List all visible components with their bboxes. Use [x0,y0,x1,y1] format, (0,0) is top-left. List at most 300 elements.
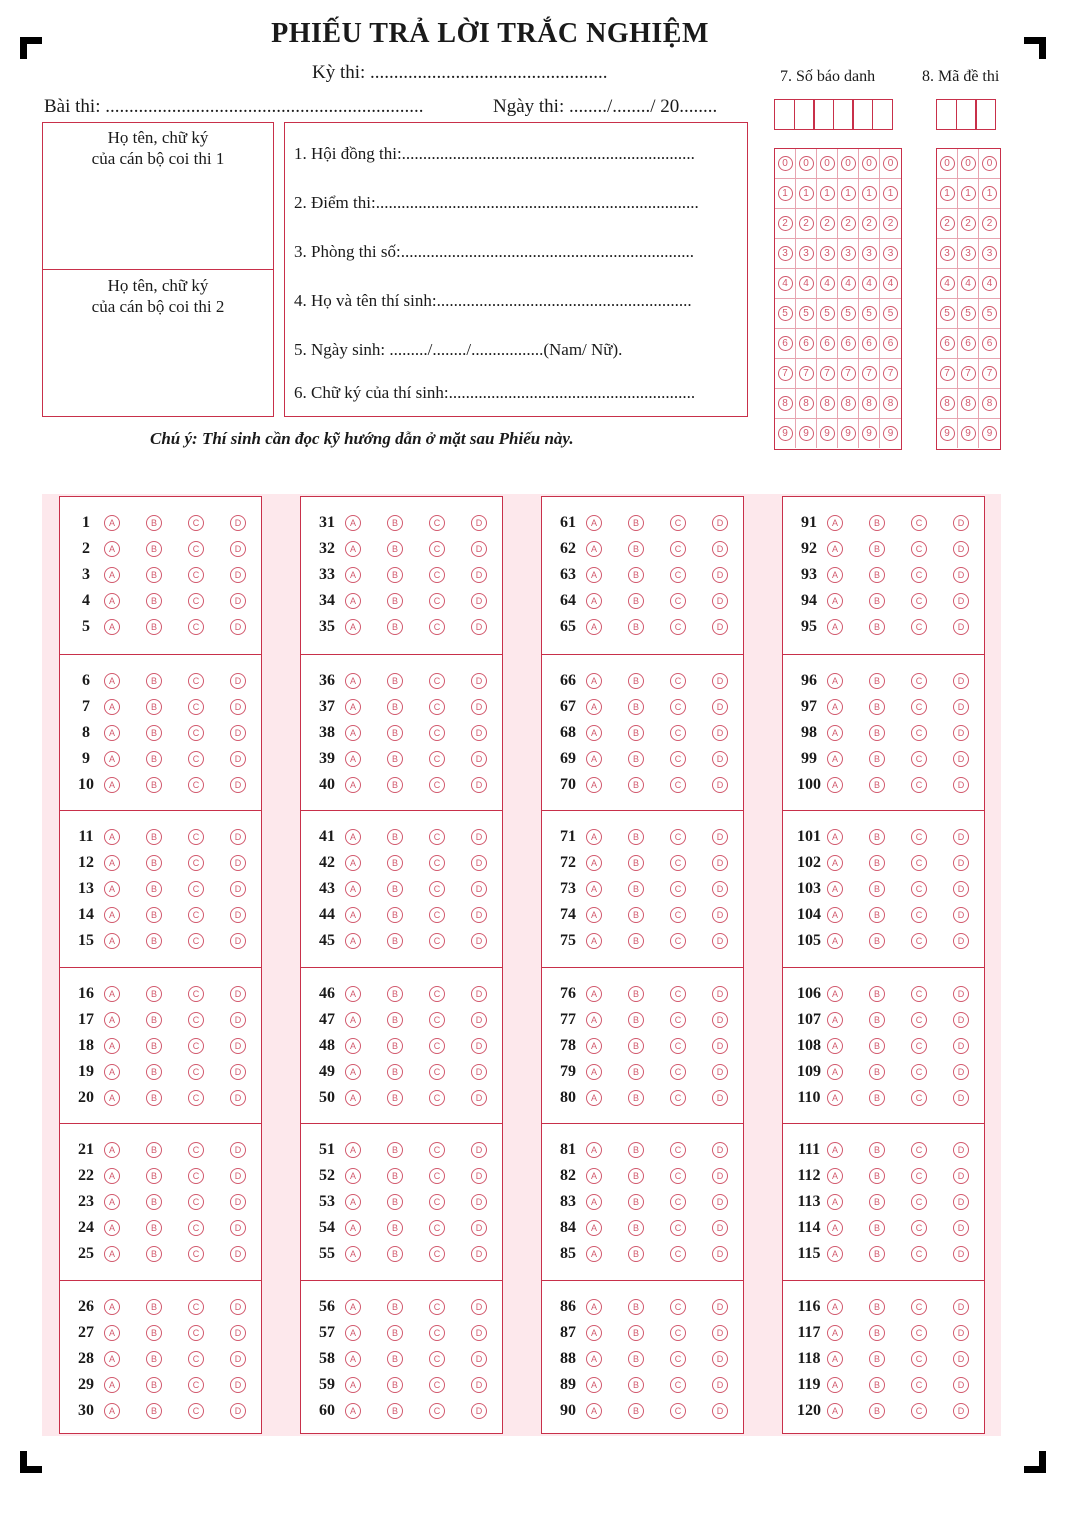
option-a-bubble[interactable]: A [586,699,602,715]
option-d-bubble[interactable]: D [712,881,728,897]
option-a-bubble[interactable]: A [827,855,843,871]
option-b-bubble[interactable]: B [387,1403,403,1419]
option-a-bubble[interactable]: A [586,751,602,767]
option-d-bubble[interactable]: D [712,777,728,793]
option-d-bubble[interactable]: D [712,1168,728,1184]
option-b-bubble[interactable]: B [869,1299,885,1315]
option-a-bubble[interactable]: A [586,1246,602,1262]
option-a-bubble[interactable]: A [827,1351,843,1367]
exam-code-digit-bubble[interactable]: 2 [982,216,997,231]
candidate-number-digit-bubble[interactable]: 2 [883,216,898,231]
option-b-bubble[interactable]: B [628,1168,644,1184]
option-b-bubble[interactable]: B [146,1325,162,1341]
option-a-bubble[interactable]: A [827,907,843,923]
exam-code-digit-bubble[interactable]: 5 [982,306,997,321]
exam-council-field[interactable]: 1. Hội đồng thi:..................................................................... [294,144,695,163]
option-d-bubble[interactable]: D [953,1220,969,1236]
option-a-bubble[interactable]: A [104,1299,120,1315]
option-d-bubble[interactable]: D [230,1403,246,1419]
option-b-bubble[interactable]: B [628,593,644,609]
exam-code-digit-bubble[interactable]: 1 [982,186,997,201]
option-b-bubble[interactable]: B [869,1194,885,1210]
exam-code-digit-bubble[interactable]: 4 [940,276,955,291]
candidate-number-digit-bubble[interactable]: 6 [883,336,898,351]
option-d-bubble[interactable]: D [953,1194,969,1210]
option-b-bubble[interactable]: B [628,986,644,1002]
exam-site-field[interactable]: 2. Điểm thi:............................................................................ [294,193,699,212]
option-c-bubble[interactable]: C [188,1325,204,1341]
option-d-bubble[interactable]: D [953,619,969,635]
option-b-bubble[interactable]: B [387,1168,403,1184]
option-c-bubble[interactable]: C [911,1377,927,1393]
option-d-bubble[interactable]: D [230,1220,246,1236]
option-d-bubble[interactable]: D [712,829,728,845]
candidate-number-digit-bubble[interactable]: 5 [841,306,856,321]
exam-code-digit-bubble[interactable]: 6 [940,336,955,351]
option-d-bubble[interactable]: D [953,777,969,793]
option-b-bubble[interactable]: B [387,1246,403,1262]
exam-code-digit-bubble[interactable]: 6 [961,336,976,351]
option-c-bubble[interactable]: C [188,567,204,583]
option-a-bubble[interactable]: A [104,1142,120,1158]
option-c-bubble[interactable]: C [911,1220,927,1236]
option-d-bubble[interactable]: D [712,1064,728,1080]
exam-code-entry-cell[interactable] [975,99,996,130]
option-b-bubble[interactable]: B [146,1142,162,1158]
option-c-bubble[interactable]: C [188,1038,204,1054]
option-b-bubble[interactable]: B [628,1220,644,1236]
option-a-bubble[interactable]: A [586,1142,602,1158]
option-a-bubble[interactable]: A [104,619,120,635]
option-d-bubble[interactable]: D [712,1220,728,1236]
candidate-number-digit-bubble[interactable]: 5 [778,306,793,321]
candidate-number-digit-bubble[interactable]: 0 [820,156,835,171]
option-c-bubble[interactable]: C [429,515,445,531]
candidate-number-digit-bubble[interactable]: 2 [778,216,793,231]
option-c-bubble[interactable]: C [670,1220,686,1236]
option-d-bubble[interactable]: D [230,751,246,767]
candidate-number-digit-bubble[interactable]: 4 [820,276,835,291]
option-c-bubble[interactable]: C [670,541,686,557]
option-c-bubble[interactable]: C [188,1299,204,1315]
option-b-bubble[interactable]: B [869,1246,885,1262]
option-c-bubble[interactable]: C [911,1168,927,1184]
option-a-bubble[interactable]: A [827,1012,843,1028]
option-c-bubble[interactable]: C [188,881,204,897]
option-a-bubble[interactable]: A [586,1064,602,1080]
option-a-bubble[interactable]: A [586,673,602,689]
option-d-bubble[interactable]: D [471,751,487,767]
candidate-number-digit-bubble[interactable]: 7 [841,366,856,381]
option-a-bubble[interactable]: A [104,1220,120,1236]
option-c-bubble[interactable]: C [911,1194,927,1210]
option-c-bubble[interactable]: C [670,855,686,871]
option-c-bubble[interactable]: C [429,986,445,1002]
option-a-bubble[interactable]: A [104,1403,120,1419]
option-a-bubble[interactable]: A [104,1064,120,1080]
option-a-bubble[interactable]: A [104,699,120,715]
option-d-bubble[interactable]: D [712,515,728,531]
candidate-number-digit-bubble[interactable]: 3 [820,246,835,261]
candidate-number-digit-bubble[interactable]: 3 [778,246,793,261]
option-a-bubble[interactable]: A [104,855,120,871]
option-c-bubble[interactable]: C [188,751,204,767]
option-b-bubble[interactable]: B [628,1012,644,1028]
candidate-number-digit-bubble[interactable]: 0 [799,156,814,171]
option-c-bubble[interactable]: C [911,1142,927,1158]
option-b-bubble[interactable]: B [387,1299,403,1315]
option-d-bubble[interactable]: D [230,725,246,741]
option-d-bubble[interactable]: D [230,881,246,897]
option-b-bubble[interactable]: B [628,933,644,949]
option-b-bubble[interactable]: B [869,881,885,897]
option-d-bubble[interactable]: D [953,541,969,557]
option-d-bubble[interactable]: D [953,986,969,1002]
option-a-bubble[interactable]: A [104,673,120,689]
option-d-bubble[interactable]: D [230,829,246,845]
candidate-number-digit-bubble[interactable]: 1 [883,186,898,201]
option-c-bubble[interactable]: C [429,1246,445,1262]
exam-code-digit-bubble[interactable]: 9 [940,426,955,441]
option-a-bubble[interactable]: A [104,829,120,845]
option-c-bubble[interactable]: C [911,751,927,767]
candidate-number-digit-bubble[interactable]: 8 [799,396,814,411]
option-a-bubble[interactable]: A [104,777,120,793]
option-a-bubble[interactable]: A [104,881,120,897]
option-b-bubble[interactable]: B [869,1090,885,1106]
option-a-bubble[interactable]: A [104,1012,120,1028]
option-b-bubble[interactable]: B [869,515,885,531]
candidate-name-field[interactable]: 4. Họ và tên thí sinh:............................................................ [294,291,692,310]
option-b-bubble[interactable]: B [628,673,644,689]
exam-code-digit-bubble[interactable]: 3 [961,246,976,261]
candidate-number-digit-bubble[interactable]: 9 [883,426,898,441]
option-a-bubble[interactable]: A [345,1038,361,1054]
option-a-bubble[interactable]: A [345,1403,361,1419]
option-c-bubble[interactable]: C [188,933,204,949]
option-a-bubble[interactable]: A [345,1012,361,1028]
option-a-bubble[interactable]: A [586,1220,602,1236]
option-d-bubble[interactable]: D [230,1090,246,1106]
option-b-bubble[interactable]: B [869,593,885,609]
option-d-bubble[interactable]: D [712,699,728,715]
option-c-bubble[interactable]: C [670,699,686,715]
option-c-bubble[interactable]: C [670,1168,686,1184]
option-d-bubble[interactable]: D [712,986,728,1002]
option-b-bubble[interactable]: B [869,1142,885,1158]
option-b-bubble[interactable]: B [628,1142,644,1158]
option-d-bubble[interactable]: D [712,933,728,949]
option-d-bubble[interactable]: D [230,1142,246,1158]
option-a-bubble[interactable]: A [827,619,843,635]
option-d-bubble[interactable]: D [712,593,728,609]
option-d-bubble[interactable]: D [712,541,728,557]
option-a-bubble[interactable]: A [104,1168,120,1184]
option-c-bubble[interactable]: C [188,1168,204,1184]
option-c-bubble[interactable]: C [670,986,686,1002]
option-c-bubble[interactable]: C [911,593,927,609]
option-d-bubble[interactable]: D [953,1325,969,1341]
option-d-bubble[interactable]: D [230,699,246,715]
option-c-bubble[interactable]: C [670,673,686,689]
option-a-bubble[interactable]: A [345,829,361,845]
option-a-bubble[interactable]: A [586,1038,602,1054]
option-d-bubble[interactable]: D [230,1299,246,1315]
option-b-bubble[interactable]: B [387,907,403,923]
option-b-bubble[interactable]: B [146,829,162,845]
option-c-bubble[interactable]: C [429,541,445,557]
option-d-bubble[interactable]: D [471,1246,487,1262]
option-c-bubble[interactable]: C [429,725,445,741]
option-c-bubble[interactable]: C [429,1403,445,1419]
option-d-bubble[interactable]: D [712,1194,728,1210]
option-a-bubble[interactable]: A [827,829,843,845]
option-c-bubble[interactable]: C [429,1090,445,1106]
option-d-bubble[interactable]: D [230,567,246,583]
option-a-bubble[interactable]: A [104,907,120,923]
exam-code-digit-bubble[interactable]: 6 [982,336,997,351]
option-d-bubble[interactable]: D [712,1377,728,1393]
option-d-bubble[interactable]: D [712,751,728,767]
option-c-bubble[interactable]: C [429,593,445,609]
candidate-number-entry-cell[interactable] [813,99,834,130]
option-c-bubble[interactable]: C [188,986,204,1002]
candidate-number-digit-bubble[interactable]: 0 [862,156,877,171]
option-b-bubble[interactable]: B [146,881,162,897]
option-d-bubble[interactable]: D [953,1064,969,1080]
option-a-bubble[interactable]: A [345,933,361,949]
option-d-bubble[interactable]: D [471,933,487,949]
option-c-bubble[interactable]: C [670,829,686,845]
exam-room-field[interactable]: 3. Phòng thi số:..................................................................... [294,242,694,261]
option-b-bubble[interactable]: B [869,751,885,767]
exam-code-digit-bubble[interactable]: 0 [940,156,955,171]
option-c-bubble[interactable]: C [188,725,204,741]
option-d-bubble[interactable]: D [471,1038,487,1054]
option-d-bubble[interactable]: D [712,855,728,871]
option-a-bubble[interactable]: A [104,1377,120,1393]
option-c-bubble[interactable]: C [429,907,445,923]
option-b-bubble[interactable]: B [387,1142,403,1158]
option-b-bubble[interactable]: B [146,673,162,689]
option-c-bubble[interactable]: C [670,1142,686,1158]
option-d-bubble[interactable]: D [230,673,246,689]
option-c-bubble[interactable]: C [188,1377,204,1393]
option-c-bubble[interactable]: C [429,1351,445,1367]
candidate-number-digit-bubble[interactable]: 6 [778,336,793,351]
proctor-2-signature-area[interactable] [43,275,273,317]
option-b-bubble[interactable]: B [628,1403,644,1419]
option-a-bubble[interactable]: A [586,1194,602,1210]
option-d-bubble[interactable]: D [953,855,969,871]
option-a-bubble[interactable]: A [345,1246,361,1262]
option-c-bubble[interactable]: C [911,541,927,557]
option-d-bubble[interactable]: D [471,541,487,557]
option-d-bubble[interactable]: D [471,1220,487,1236]
option-b-bubble[interactable]: B [387,1194,403,1210]
option-b-bubble[interactable]: B [869,1325,885,1341]
option-c-bubble[interactable]: C [911,777,927,793]
option-a-bubble[interactable]: A [586,541,602,557]
option-a-bubble[interactable]: A [827,725,843,741]
candidate-number-entry-cell[interactable] [872,99,893,130]
option-c-bubble[interactable]: C [429,1012,445,1028]
option-a-bubble[interactable]: A [586,1325,602,1341]
option-c-bubble[interactable]: C [188,1246,204,1262]
option-c-bubble[interactable]: C [670,1325,686,1341]
option-d-bubble[interactable]: D [953,593,969,609]
option-a-bubble[interactable]: A [345,1090,361,1106]
option-c-bubble[interactable]: C [670,933,686,949]
option-c-bubble[interactable]: C [911,933,927,949]
option-c-bubble[interactable]: C [188,619,204,635]
candidate-number-digit-bubble[interactable]: 6 [862,336,877,351]
candidate-number-digit-bubble[interactable]: 7 [799,366,814,381]
option-d-bubble[interactable]: D [953,699,969,715]
option-c-bubble[interactable]: C [911,725,927,741]
option-d-bubble[interactable]: D [471,986,487,1002]
candidate-number-digit-bubble[interactable]: 9 [778,426,793,441]
option-d-bubble[interactable]: D [471,1012,487,1028]
option-b-bubble[interactable]: B [628,567,644,583]
exam-code-digit-bubble[interactable]: 0 [961,156,976,171]
candidate-number-digit-bubble[interactable]: 9 [862,426,877,441]
candidate-number-digit-bubble[interactable]: 3 [799,246,814,261]
option-c-bubble[interactable]: C [911,619,927,635]
option-a-bubble[interactable]: A [345,619,361,635]
option-c-bubble[interactable]: C [429,1064,445,1080]
option-b-bubble[interactable]: B [146,699,162,715]
option-d-bubble[interactable]: D [712,725,728,741]
option-b-bubble[interactable]: B [146,1090,162,1106]
option-c-bubble[interactable]: C [911,881,927,897]
option-d-bubble[interactable]: D [230,1038,246,1054]
option-c-bubble[interactable]: C [188,1194,204,1210]
option-b-bubble[interactable]: B [628,907,644,923]
option-d-bubble[interactable]: D [953,829,969,845]
option-a-bubble[interactable]: A [586,1403,602,1419]
option-a-bubble[interactable]: A [345,881,361,897]
option-c-bubble[interactable]: C [429,751,445,767]
option-c-bubble[interactable]: C [670,725,686,741]
option-d-bubble[interactable]: D [471,1403,487,1419]
candidate-number-digit-bubble[interactable]: 4 [841,276,856,291]
option-d-bubble[interactable]: D [712,1403,728,1419]
option-d-bubble[interactable]: D [230,1325,246,1341]
option-c-bubble[interactable]: C [429,777,445,793]
candidate-number-digit-bubble[interactable]: 6 [820,336,835,351]
candidate-number-digit-bubble[interactable]: 1 [841,186,856,201]
option-b-bubble[interactable]: B [628,1299,644,1315]
option-d-bubble[interactable]: D [230,515,246,531]
option-d-bubble[interactable]: D [230,855,246,871]
option-b-bubble[interactable]: B [146,1377,162,1393]
option-c-bubble[interactable]: C [429,1168,445,1184]
option-b-bubble[interactable]: B [869,541,885,557]
option-a-bubble[interactable]: A [586,907,602,923]
option-b-bubble[interactable]: B [628,1090,644,1106]
option-a-bubble[interactable]: A [586,593,602,609]
option-a-bubble[interactable]: A [104,593,120,609]
option-b-bubble[interactable]: B [628,855,644,871]
option-a-bubble[interactable]: A [827,1377,843,1393]
option-a-bubble[interactable]: A [104,1351,120,1367]
option-b-bubble[interactable]: B [869,986,885,1002]
exam-code-digit-bubble[interactable]: 3 [940,246,955,261]
option-c-bubble[interactable]: C [188,1220,204,1236]
option-c-bubble[interactable]: C [670,751,686,767]
proctor-1-signature-area[interactable] [43,127,273,169]
option-d-bubble[interactable]: D [953,1142,969,1158]
option-d-bubble[interactable]: D [953,1012,969,1028]
exam-code-digit-bubble[interactable]: 5 [940,306,955,321]
option-d-bubble[interactable]: D [953,567,969,583]
option-a-bubble[interactable]: A [345,751,361,767]
option-a-bubble[interactable]: A [345,986,361,1002]
option-c-bubble[interactable]: C [670,1246,686,1262]
option-d-bubble[interactable]: D [471,1090,487,1106]
candidate-number-digit-bubble[interactable]: 5 [862,306,877,321]
candidate-number-digit-bubble[interactable]: 5 [883,306,898,321]
option-d-bubble[interactable]: D [712,1351,728,1367]
option-c-bubble[interactable]: C [429,567,445,583]
option-c-bubble[interactable]: C [670,1403,686,1419]
option-a-bubble[interactable]: A [345,1299,361,1315]
option-c-bubble[interactable]: C [670,1090,686,1106]
option-d-bubble[interactable]: D [953,1351,969,1367]
option-c-bubble[interactable]: C [429,855,445,871]
option-b-bubble[interactable]: B [628,777,644,793]
candidate-number-digit-bubble[interactable]: 8 [883,396,898,411]
option-b-bubble[interactable]: B [628,515,644,531]
candidate-number-digit-bubble[interactable]: 4 [778,276,793,291]
option-b-bubble[interactable]: B [387,1351,403,1367]
option-a-bubble[interactable]: A [827,515,843,531]
option-a-bubble[interactable]: A [345,1325,361,1341]
option-a-bubble[interactable]: A [827,567,843,583]
option-a-bubble[interactable]: A [104,515,120,531]
exam-code-digit-bubble[interactable]: 0 [982,156,997,171]
candidate-number-digit-bubble[interactable]: 8 [778,396,793,411]
option-a-bubble[interactable]: A [827,1403,843,1419]
option-a-bubble[interactable]: A [827,751,843,767]
option-d-bubble[interactable]: D [953,1403,969,1419]
option-d-bubble[interactable]: D [953,1377,969,1393]
exam-code-digit-bubble[interactable]: 2 [940,216,955,231]
option-c-bubble[interactable]: C [911,673,927,689]
option-a-bubble[interactable]: A [586,933,602,949]
exam-date-line[interactable]: Ngày thi: ......../......../ 20........ [493,96,718,117]
option-c-bubble[interactable]: C [188,907,204,923]
option-b-bubble[interactable]: B [387,751,403,767]
option-b-bubble[interactable]: B [146,1064,162,1080]
option-d-bubble[interactable]: D [230,593,246,609]
option-c-bubble[interactable]: C [911,829,927,845]
option-c-bubble[interactable]: C [429,673,445,689]
option-c-bubble[interactable]: C [911,1246,927,1262]
option-b-bubble[interactable]: B [628,829,644,845]
option-d-bubble[interactable]: D [471,855,487,871]
option-b-bubble[interactable]: B [146,777,162,793]
option-d-bubble[interactable]: D [953,751,969,767]
option-b-bubble[interactable]: B [628,1351,644,1367]
option-d-bubble[interactable]: D [471,777,487,793]
option-c-bubble[interactable]: C [188,515,204,531]
option-b-bubble[interactable]: B [146,1220,162,1236]
option-d-bubble[interactable]: D [471,1377,487,1393]
option-b-bubble[interactable]: B [387,619,403,635]
option-d-bubble[interactable]: D [471,1064,487,1080]
